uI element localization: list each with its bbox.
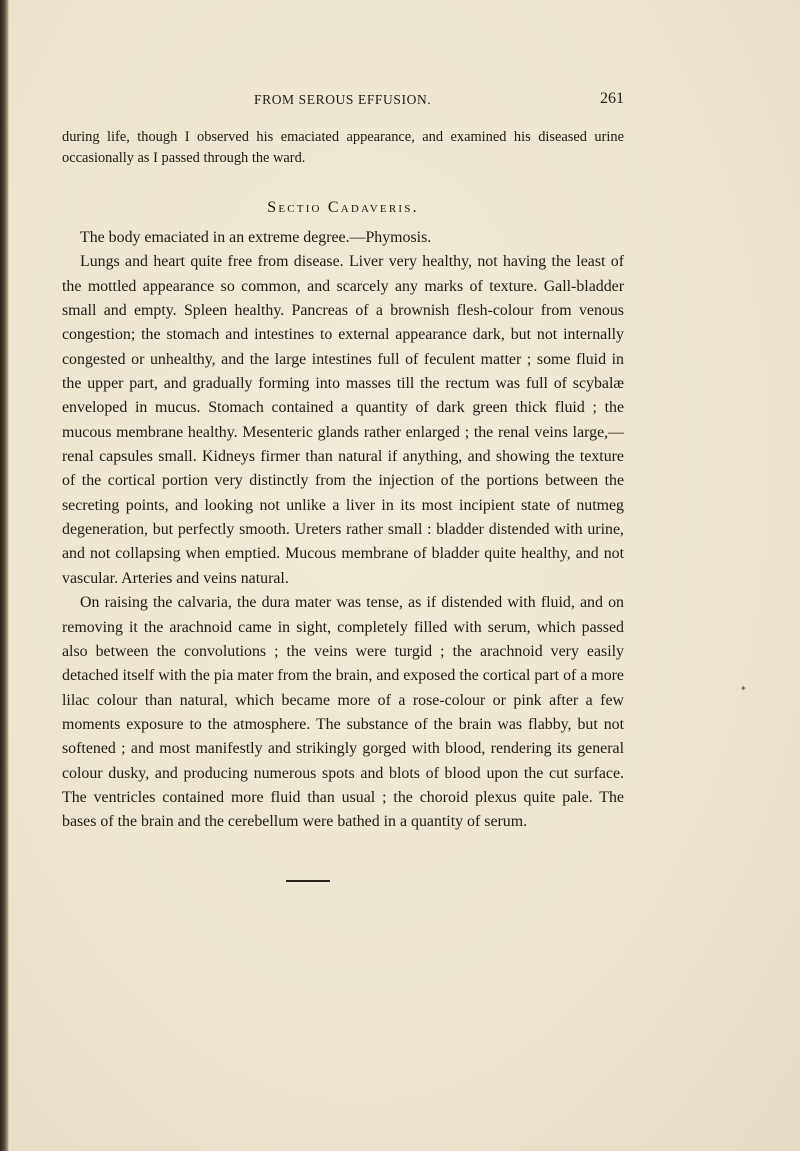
binding-edge xyxy=(0,0,9,1151)
page-number: 261 xyxy=(600,90,624,107)
paragraph-organs: Lungs and heart quite free from disease. Liver very healthy, not having the least of the mottled appearance so common, and scarcely any marks of texture. Gall-bladder small and empty. Spleen healthy. Pancreas of a brownish flesh-colour from venous congestion; the stomach and intestines to external appearance dark, but not internally congested or unhealthy, and the large intestines full of feculent matter ; some fluid in the upper part, and gradually forming into masses till the rectum was full of scybalæ enveloped in mucus. Stomach contained a quantity of dark green thick fluid ; the mucous membrane healthy. Mesenteric glands rather enlarged ; the renal veins large,—renal capsules small. Kidneys firmer than natural if anything, and showing the texture of the cortical portion very distinctly from the injection of the portions between the secreting points, and looking not unlike a liver in its most incipient state of nutmeg degeneration, but perfectly smooth. Ureters rather small : bladder distended with urine, and not collapsing when emptied. Mucous membrane of bladder quite healthy, and not vascular. Arteries and veins natural. xyxy=(62,253,624,587)
running-title: FROM SEROUS EFFUSION. xyxy=(254,92,432,107)
section-end-rule xyxy=(286,880,330,882)
body-text xyxy=(62,226,624,835)
paragraph-body-condition: The body emaciated in an extreme degree.—Phymosis. xyxy=(80,229,432,246)
paragraph-brain: On raising the calvaria, the dura mater was tense, as if distended with fluid, and on removing it the arachnoid came in sight, completely filled with serum, which passed also between the convolutions ; the veins were turgid ; the arachnoid very easily detached itself with the pia mater from the brain, and exposed the cortical part of a more lilac colour than natural, which became more of a rose-colour or pink after a few moments exposure to the atmosphere. The substance of the brain was flabby, but not softened ; and most manifestly and strikingly gorged with blood, rendering its general colour dusky, and producing numerous spots and blots of blood upon the cut surface. The ventricles contained more fluid than usual ; the choroid plexus quite pale. The bases of the brain and the cerebellum were bathed in a quantity of serum. xyxy=(62,594,624,831)
section-heading: Sectio Cadaveris. xyxy=(267,199,419,216)
page-header xyxy=(62,92,624,114)
intro-paragraph: during life, though I observed his emaciated appearance, and examined his diseased urine occasionally as I passed through the ward. xyxy=(62,129,624,166)
paper-fleck: ✦ xyxy=(740,684,747,693)
